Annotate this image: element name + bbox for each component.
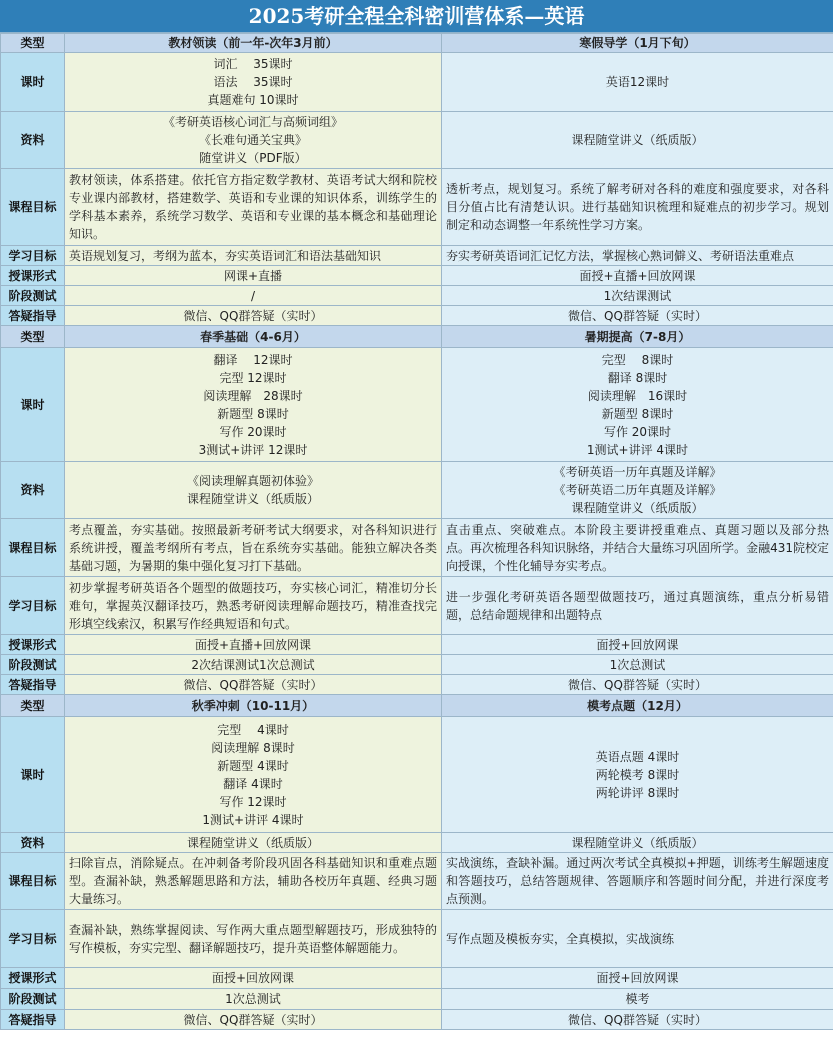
phase-title-right: 寒假导学（1月下旬）	[442, 34, 833, 53]
qa-cell-right: 微信、QQ群答疑（实时）	[442, 1010, 833, 1030]
format-cell-right: 面授+回放网课	[442, 635, 833, 655]
material-item: 《阅读理解真题初体验》	[186, 474, 319, 488]
qa-row	[1, 675, 833, 695]
hours-line: 两轮讲评 8课时	[595, 785, 680, 800]
hours-row	[1, 717, 833, 833]
format-row	[1, 635, 833, 655]
learning-goal-cell-right: 进一步强化考研英语各题型做题技巧，通过真题演练，重点分析易错题，总结命题规律和出题特点	[442, 577, 833, 635]
course-goal-label: 课程目标	[1, 853, 65, 910]
qa-label: 答疑指导	[1, 1010, 65, 1030]
materials-label: 资料	[1, 462, 65, 519]
section-header-row	[1, 695, 833, 717]
qa-row	[1, 306, 833, 326]
course-goal-row	[1, 519, 833, 577]
hours-label: 课时	[1, 717, 65, 833]
hours-cell-left	[65, 53, 442, 112]
course-goal-cell-left: 考点覆盖，夯实基础。按照最新考研考试大纲要求，对各科知识进行系统讲授，覆盖考纲所有考点，旨在系统夯实基础。能独立解决各类基础习题，为暑期的集中强化复习打下基础。	[65, 519, 442, 577]
page-title: 2025考研全程全科密训营体系—英语	[0, 0, 833, 33]
format-cell-left: 网课+直播	[65, 266, 442, 286]
material-item: 《考研英语二历年真题及详解》	[553, 483, 722, 497]
test-row	[1, 989, 833, 1010]
qa-cell-left: 微信、QQ群答疑（实时）	[65, 1010, 442, 1030]
type-label: 类型	[1, 695, 65, 717]
material-item: 课程随堂讲义（纸质版）	[571, 501, 704, 515]
learning-goal-row	[1, 246, 833, 266]
course-goal-row	[1, 853, 833, 910]
course-goal-cell-left: 教材领读，体系搭建。依托官方指定数学教材、英语考试大纲和院校专业课内部教材，搭建数学、英语和专业课的知识体系，训练学生的学科基本素养，系统学习数学、英语和专业课的基本概念和基础理论知识。	[65, 169, 442, 246]
course-goal-cell-right: 实战演练，查缺补漏。通过两次考试全真模拟+押题，训练考生解题速度和答题技巧，总结答题规律、答题顺序和答题时间分配，并进行深度考点预测。	[442, 853, 833, 910]
type-label: 类型	[1, 34, 65, 53]
format-cell-right: 面授+直播+回放网课	[442, 266, 833, 286]
hours-label: 课时	[1, 348, 65, 462]
material-item: 课程随堂讲义（纸质版）	[186, 492, 319, 506]
qa-label: 答疑指导	[1, 306, 65, 326]
test-cell-left: 2次结课测试1次总测试	[65, 655, 442, 675]
material-item: 随堂讲义（PDF版）	[199, 151, 307, 165]
phase-title-left: 教材领读（前一年-次年3月前）	[65, 34, 442, 53]
hours-line: 完型 4课时	[217, 722, 289, 737]
learning-goal-cell-right: 夯实考研英语词汇记忆方法，掌握核心熟词僻义、考研语法重难点	[442, 246, 833, 266]
course-goal-row	[1, 169, 833, 246]
phase-title-left: 秋季冲刺（10-11月）	[65, 695, 442, 717]
qa-label: 答疑指导	[1, 675, 65, 695]
test-label: 阶段测试	[1, 989, 65, 1010]
hours-line: 写作 12课时	[219, 794, 287, 809]
hours-cell-right	[442, 717, 833, 833]
learning-goal-row	[1, 910, 833, 968]
learning-goal-cell-left: 初步掌握考研英语各个题型的做题技巧，夯实核心词汇，精准切分长难句，掌握英汉翻译技巧，熟悉考研阅读理解命题技巧，精准查找完形填空线索汉，积累写作经典短语和句式。	[65, 577, 442, 635]
materials-cell-left	[65, 112, 442, 169]
test-cell-right: 模考	[442, 989, 833, 1010]
hours-line: 阅读理解 16课时	[587, 388, 688, 403]
material-item: 《考研英语核心词汇与高频词组》	[162, 115, 343, 129]
materials-row	[1, 462, 833, 519]
format-label: 授课形式	[1, 635, 65, 655]
hours-line: 真题难句 10课时	[207, 93, 299, 107]
hours-line: 新题型 8课时	[217, 406, 289, 421]
hours-cell-right	[442, 53, 833, 112]
format-cell-left: 面授+直播+回放网课	[65, 635, 442, 655]
learning-goal-cell-left: 英语规划复习，考纲为蓝本，夯实英语词汇和语法基础知识	[65, 246, 442, 266]
hours-line: 翻译 12课时	[213, 352, 293, 367]
materials-label: 资料	[1, 112, 65, 169]
section-header-row	[1, 326, 833, 348]
learning-goal-label: 学习目标	[1, 910, 65, 968]
test-row	[1, 655, 833, 675]
hours-line: 翻译 4课时	[223, 776, 283, 791]
format-row	[1, 266, 833, 286]
test-label: 阶段测试	[1, 286, 65, 306]
qa-cell-left: 微信、QQ群答疑（实时）	[65, 306, 442, 326]
materials-label: 资料	[1, 833, 65, 853]
hours-line: 新题型 8课时	[601, 406, 674, 421]
hours-cell-left	[65, 717, 442, 833]
format-cell-left: 面授+回放网课	[65, 968, 442, 989]
format-label: 授课形式	[1, 266, 65, 286]
qa-row	[1, 1010, 833, 1030]
hours-line: 阅读理解 28课时	[203, 388, 303, 403]
hours-line: 写作 20课时	[219, 424, 287, 439]
hours-line: 英语点题 4课时	[595, 749, 680, 764]
qa-cell-right: 微信、QQ群答疑（实时）	[442, 675, 833, 695]
curriculum-table	[0, 33, 833, 1030]
qa-cell-right: 微信、QQ群答疑（实时）	[442, 306, 833, 326]
material-item: 《考研英语一历年真题及详解》	[553, 465, 722, 479]
test-cell-left: 1次总测试	[65, 989, 442, 1010]
materials-row	[1, 112, 833, 169]
materials-cell-right	[442, 462, 833, 519]
hours-line: 新题型 4课时	[217, 758, 289, 773]
course-goal-cell-left: 扫除盲点，消除疑点。在冲刺备考阶段巩固各科基础知识和重难点题型。查漏补缺，熟悉解题思路和方法，辅助各校历年真题、经典习题大量练习。	[65, 853, 442, 910]
hours-cell-right	[442, 348, 833, 462]
hours-row	[1, 53, 833, 112]
test-cell-left: /	[65, 286, 442, 306]
hours-line: 两轮模考 8课时	[595, 767, 680, 782]
hours-line: 翻译 8课时	[607, 370, 668, 385]
hours-line: 完型 8课时	[601, 352, 674, 367]
hours-line: 3测试+讲评 12课时	[198, 442, 308, 457]
test-label: 阶段测试	[1, 655, 65, 675]
material-item: 《长难句通关宝典》	[198, 133, 307, 147]
hours-line: 写作 20课时	[603, 424, 672, 439]
materials-cell-right	[442, 112, 833, 169]
hours-line: 阅读理解 8课时	[211, 740, 295, 755]
materials-cell-left	[65, 462, 442, 519]
course-goal-cell-right: 直击重点、突破难点。本阶段主要讲授重难点、真题习题以及部分热点。再次梳理各科知识脉络，并结合大量练习巩固所学。金融431院校定向授课，个性化辅导夯实考点。	[442, 519, 833, 577]
hours-row	[1, 348, 833, 462]
material-item: 课程随堂讲义（纸质版）	[571, 835, 704, 850]
hours-line: 词汇 35课时	[213, 57, 293, 71]
learning-goal-cell-right: 写作点题及模板夯实，全真模拟，实战演练	[442, 910, 833, 968]
learning-goal-cell-left: 查漏补缺，熟练掌握阅读、写作两大重点题型解题技巧，形成独特的写作模板，夯实完型、翻译解题技巧，提升英语整体解题能力。	[65, 910, 442, 968]
hours-line: 语法 35课时	[213, 75, 293, 89]
hours-cell-left	[65, 348, 442, 462]
test-row	[1, 286, 833, 306]
hours-line: 1测试+讲评 4课时	[586, 442, 689, 457]
material-item: 课程随堂讲义（纸质版）	[571, 133, 704, 147]
learning-goal-label: 学习目标	[1, 246, 65, 266]
course-goal-label: 课程目标	[1, 519, 65, 577]
test-cell-right: 1次结课测试	[442, 286, 833, 306]
qa-cell-left: 微信、QQ群答疑（实时）	[65, 675, 442, 695]
learning-goal-label: 学习目标	[1, 577, 65, 635]
type-label: 类型	[1, 326, 65, 348]
hours-line: 1测试+讲评 4课时	[202, 812, 304, 827]
learning-goal-row	[1, 577, 833, 635]
materials-cell-left	[65, 833, 442, 853]
course-goal-label: 课程目标	[1, 169, 65, 246]
material-item: 课程随堂讲义（纸质版）	[186, 835, 319, 850]
phase-title-right: 暑期提高（7-8月）	[442, 326, 833, 348]
materials-row	[1, 833, 833, 853]
hours-label: 课时	[1, 53, 65, 112]
hours-line: 完型 12课时	[219, 370, 287, 385]
phase-title-right: 模考点题（12月）	[442, 695, 833, 717]
format-label: 授课形式	[1, 968, 65, 989]
materials-cell-right	[442, 833, 833, 853]
course-goal-cell-right: 透析考点，规划复习。系统了解考研对各科的难度和强度要求，对各科目分值占比有清楚认识。进行基础知识梳理和疑难点的初步学习。规划制定和动态调整一年系统性学习方案。	[442, 169, 833, 246]
section-header-row	[1, 34, 833, 53]
test-cell-right: 1次总测试	[442, 655, 833, 675]
phase-title-left: 春季基础（4-6月）	[65, 326, 442, 348]
hours-line: 英语12课时	[605, 75, 670, 89]
format-row	[1, 968, 833, 989]
format-cell-right: 面授+回放网课	[442, 968, 833, 989]
